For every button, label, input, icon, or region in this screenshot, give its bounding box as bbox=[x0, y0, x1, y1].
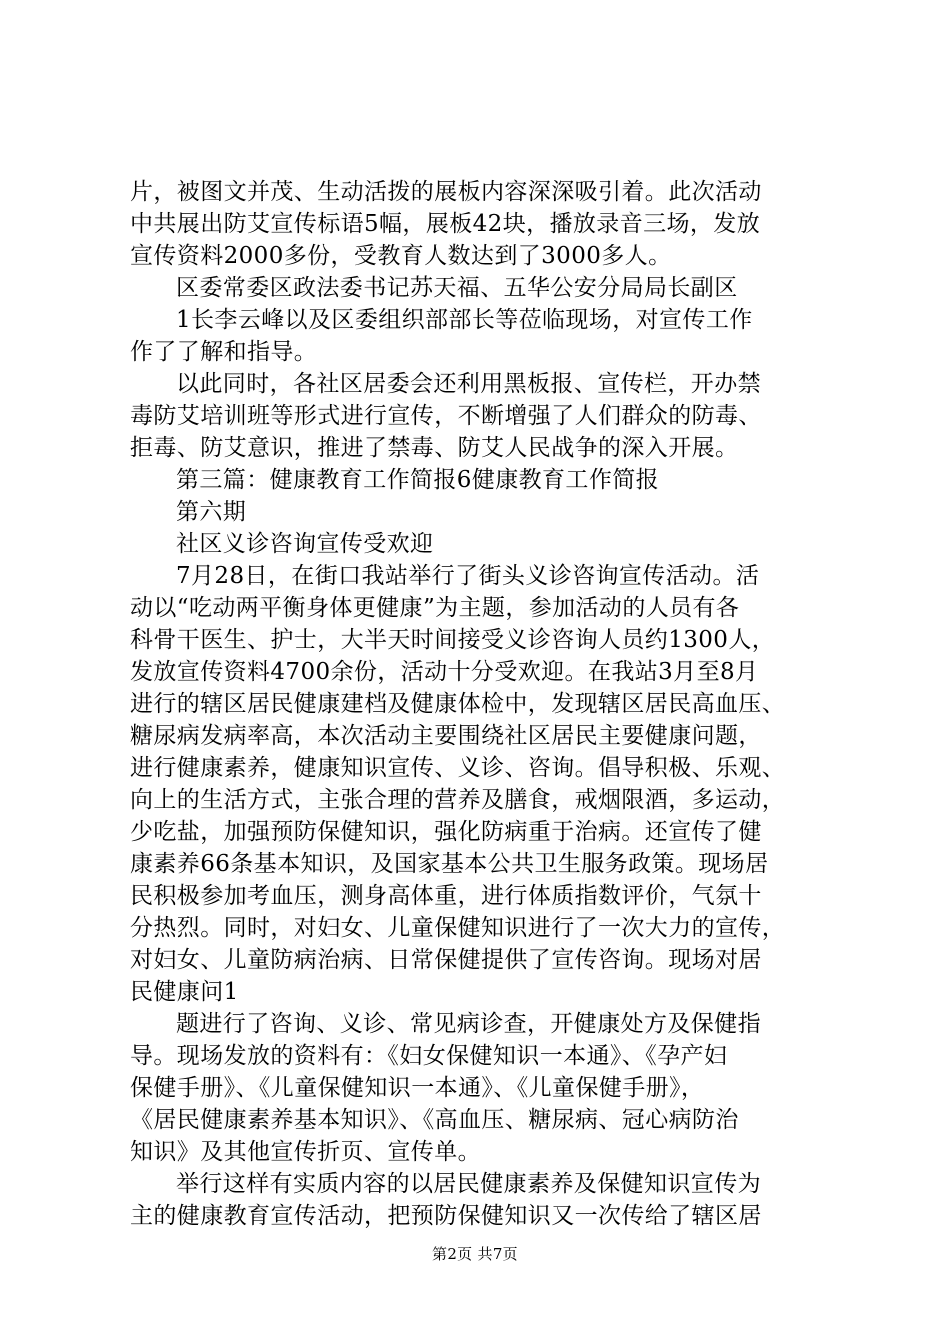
text-line: 毒防艾培训班等形式进行宣传，不断增强了人们群众的防毒、 bbox=[130, 403, 762, 429]
text-line: 题进行了咨询、义诊、常见病诊查，开健康处方及保健指 bbox=[176, 1011, 761, 1037]
text-line: 知识》及其他宣传折页、宣传单。 bbox=[130, 1139, 481, 1165]
text-line: 7月28日，在街口我站举行了街头义诊咨询宣传活动。活 bbox=[176, 563, 760, 589]
text-line: 少吃盐，加强预防保健知识，强化防病重于治病。还宣传了健 bbox=[130, 819, 762, 845]
text-line: 进行健康素养，健康知识宣传、义诊、咨询。倡导积极、乐观、 bbox=[130, 755, 786, 781]
text-line: 作了了解和指导。 bbox=[130, 339, 318, 365]
text-line: 以此同时，各社区居委会还利用黑板报、宣传栏，开办禁 bbox=[176, 371, 761, 397]
text-line: 举行这样有实质内容的以居民健康素养及保健知识宣传为 bbox=[176, 1171, 761, 1197]
text-line: 发放宣传资料4700余份，活动十分受欢迎。在我站3月至8月 bbox=[130, 659, 759, 685]
text-line: 《居民健康素养基本知识》、《高血压、糖尿病、冠心病防治 bbox=[130, 1107, 739, 1133]
text-line: 第三篇：健康教育工作简报6健康教育工作简报 bbox=[176, 467, 660, 493]
text-line: 动以“吃动两平衡身体更健康”为主题，参加活动的人员有各 bbox=[130, 595, 740, 621]
text-line: 科骨干医生、护士，大半天时间接受义诊咨询人员约1300人， bbox=[130, 627, 776, 653]
text-line: 第六期 bbox=[176, 499, 247, 525]
text-line: 民健康问1 bbox=[130, 979, 239, 1005]
page-number: 第2页 共7页 bbox=[432, 1245, 518, 1263]
text-line: 康素养66条基本知识，及国家基本公共卫生服务政策。现场居 bbox=[130, 851, 769, 877]
text-line: 民积极参加考血压，测身高体重，进行体质指数评价，气氛十 bbox=[130, 883, 762, 909]
text-line: 中共展出防艾宣传标语5幅，展板42块，播放录音三场，发放 bbox=[130, 211, 761, 237]
text-line: 糖尿病发病率高，本次活动主要围绕社区居民主要健康问题， bbox=[130, 723, 762, 749]
text-line: 进行的辖区居民健康建档及健康体检中，发现辖区居民高血压、 bbox=[130, 691, 786, 717]
text-line: 宣传资料2000多份，受教育人数达到了3000多人。 bbox=[130, 243, 672, 269]
text-line: 分热烈。同时，对妇女、儿童保健知识进行了一次大力的宣传， bbox=[130, 915, 786, 941]
text-line: 向上的生活方式，主张合理的营养及膳食，戒烟限酒，多运动， bbox=[130, 787, 786, 813]
text-line: 拒毒、防艾意识，推进了禁毒、防艾人民战争的深入开展。 bbox=[130, 435, 739, 461]
page-footer bbox=[0, 1244, 950, 1264]
text-line: 对妇女、儿童防病治病、日常保健提供了宣传咨询。现场对居 bbox=[130, 947, 762, 973]
document-body bbox=[130, 176, 830, 1232]
text-line: 1长李云峰以及区委组织部部长等莅临现场，对宣传工作 bbox=[176, 307, 753, 333]
text-line: 导。现场发放的资料有：《妇女保健知识一本通》、《孕产妇 bbox=[130, 1043, 728, 1069]
text-line: 保健手册》、《儿童保健知识一本通》、《儿童保健手册》， bbox=[130, 1075, 705, 1101]
text-line: 片，被图文并茂、生动活拨的展板内容深深吸引着。此次活动 bbox=[130, 179, 762, 205]
text-line: 主的健康教育宣传活动，把预防保健知识又一次传给了辖区居 bbox=[130, 1203, 762, 1229]
text-line: 社区义诊咨询宣传受欢迎 bbox=[176, 531, 434, 557]
text-line: 区委常委区政法委书记苏天福、五华公安分局局长副区 bbox=[176, 275, 738, 301]
